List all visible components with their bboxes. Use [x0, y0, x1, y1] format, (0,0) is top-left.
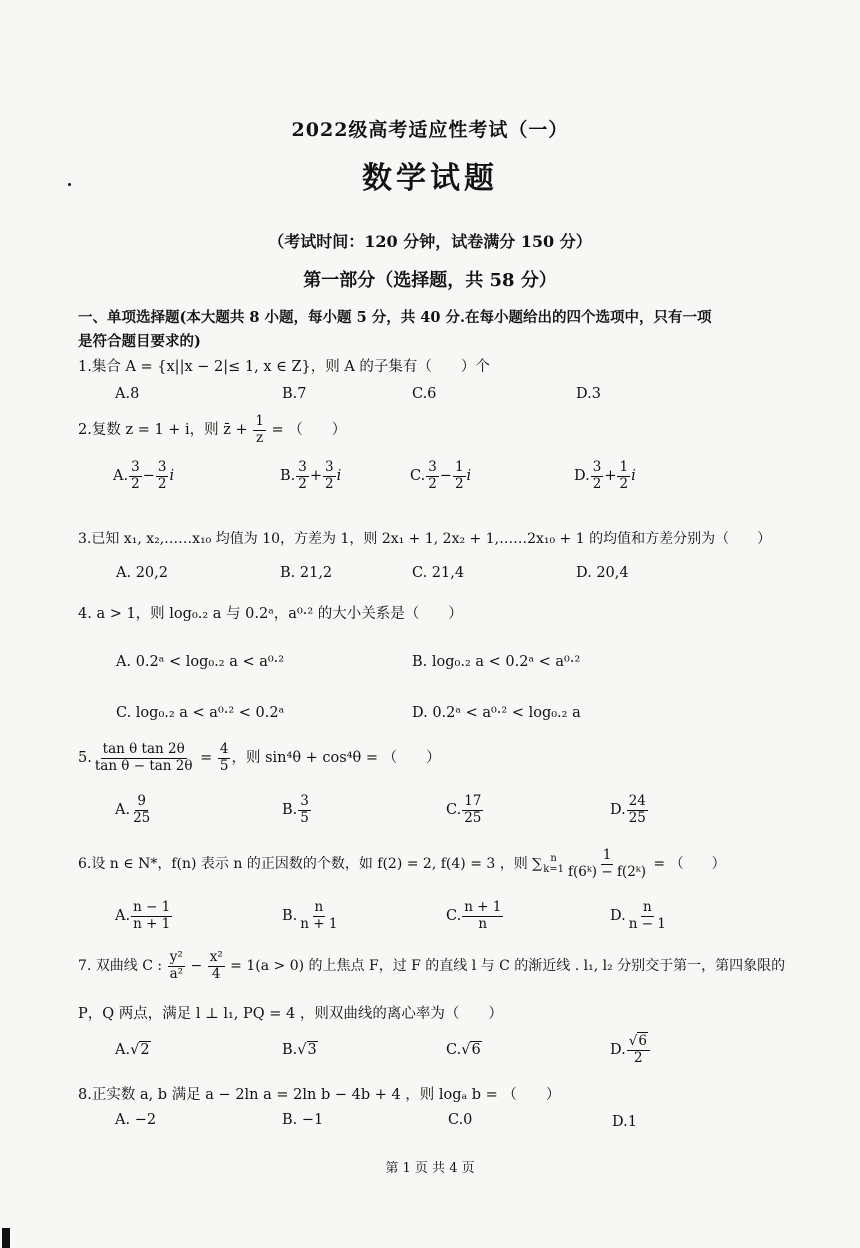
q6-fraction: $\frac{1}{\text{f(6ᵏ) − f(2ᵏ)}}$ — [568, 847, 646, 880]
q3-option-c: C. 21,4 — [412, 565, 465, 581]
exam-info: （考试时间：120 分钟，试卷满分 150 分） — [268, 232, 592, 251]
q5-lhs-fraction: $\frac{\text{tan θ tan 2θ}}{\text{tan θ − tan 2θ}}$ — [94, 741, 193, 774]
exam-title: 2022级高考适应性考试（一） — [291, 119, 569, 141]
q4-option-c: C. log₀.₂ a < a⁰·² < 0.2ᵃ — [116, 705, 285, 721]
q8-option-b: B. −1 — [282, 1112, 324, 1128]
question-7: 7. 双曲线 C : $\frac{\text{y²}}{\text{a²}}$ − $\frac{\text{x²}}{4}$ = 1(a > 0) 的上焦点 F，过 F 的直线 l 与 C 的渐近线 . l₁, l₂ 分别交于第一，第四象限的 — [78, 949, 786, 982]
section-heading-line1: 一、单项选择题(本大题共 8 小题，每小题 5 分，共 40 分.在每小题给出的四个选项中，只有一项 — [78, 309, 712, 326]
q3-option-b: B. 21,2 — [280, 565, 333, 581]
q8-option-c: C.0 — [448, 1112, 473, 1128]
q2-fraction: $\frac{1}{z}$ — [255, 413, 264, 446]
q5-option-b: B. $\frac{3}{5}$ — [282, 793, 309, 826]
q4-option-d: D. 0.2ᵃ < a⁰·² < log₀.₂ a — [412, 705, 581, 721]
q8-option-a: A. −2 — [115, 1112, 157, 1128]
q3-option-d: D. 20,4 — [576, 565, 629, 581]
q5-option-a: A. $\frac{9}{25}$ — [115, 793, 151, 826]
q2-option-b: B. $\frac{3}{2}$ + $\frac{3}{2}$ i — [280, 459, 342, 492]
q6-option-d: D. $\frac{n}{n - 1}$ — [610, 899, 666, 932]
q7-option-d: D. $\frac{√6}{2}$ — [610, 1034, 651, 1066]
section-heading-line2: 是符合题目要求的) — [78, 333, 201, 350]
question-7-line2: P，Q 两点，满足 l ⊥ l₁, PQ = 4 ，则双曲线的离心率为（ ） — [78, 1006, 503, 1022]
q1-option-a: A.8 — [115, 386, 140, 402]
q4-option-b: B. log₀.₂ a < 0.2ᵃ < a⁰·² — [412, 654, 581, 670]
q7-option-b: B.√3 — [282, 1042, 317, 1058]
q8-option-d: D.1 — [612, 1114, 637, 1130]
part-heading: 第一部分（选择题，共 58 分） — [303, 270, 557, 291]
question-4: 4. a > 1，则 log₀.₂ a 与 0.2ᵃ，a⁰·² 的大小关系是（ ） — [78, 606, 463, 622]
q6-option-a: A. $\frac{n - 1}{n + 1}$ — [115, 899, 171, 932]
scan-edge-mark — [2, 1228, 10, 1248]
page-footer: 第 1 页 共 4 页 — [385, 1161, 475, 1176]
q2-option-c: C. $\frac{3}{2}$ − $\frac{1}{2}$ i — [410, 459, 472, 492]
q1-option-b: B.7 — [282, 386, 307, 402]
scan-speck — [68, 183, 71, 186]
question-2: 2.复数 z = 1 + i，则 z̄ + $\frac{1}{z}$ = （ ） — [78, 413, 347, 446]
question-5: 5. $\frac{\text{tan θ tan 2θ}}{\text{tan θ − tan 2θ}}$ = $\frac{4}{5}$ ，则 sin⁴θ + cos⁴θ = （ ） — [78, 741, 441, 774]
q1-option-c: C.6 — [412, 386, 437, 402]
subject-title: 数学试题 — [362, 161, 498, 196]
question-1: 1.集合 A = {x||x − 2|≤ 1, x ∈ Z}，则 A 的子集有（ ）个 — [78, 359, 490, 375]
q2-option-d: D. $\frac{3}{2}$ + $\frac{1}{2}$ i — [574, 459, 636, 492]
question-6: 6.设 n ∈ N*，f(n) 表示 n 的正因数的个数，如 f(2) = 2, f(4) = 3 ，则 ∑ n k=1 $\frac{1}{\text{f(6ᵏ) − f(2ᵏ)}}$ = （ ） — [78, 847, 726, 880]
q1-option-d: D.3 — [576, 386, 601, 402]
q5-option-d: D. $\frac{24}{25}$ — [610, 793, 646, 826]
q3-option-a: A. 20,2 — [116, 565, 168, 581]
question-3: 3.已知 x₁, x₂,……x₁₀ 均值为 10，方差为 1，则 2x₁ + 1, 2x₂ + 1,……2x₁₀ + 1 的均值和方差分别为（ ） — [78, 531, 772, 547]
q2-option-a: A. $\frac{3}{2}$ − $\frac{3}{2}$ i — [113, 459, 175, 492]
q4-option-a: A. 0.2ᵃ < log₀.₂ a < a⁰·² — [116, 654, 285, 670]
q5-rhs-fraction: $\frac{4}{5}$ — [219, 741, 229, 774]
q7-option-c: C.√6 — [446, 1042, 481, 1058]
q5-option-c: C. $\frac{17}{25}$ — [446, 793, 482, 826]
question-8: 8.正实数 a, b 满足 a − 2ln a = 2ln b − 4b + 4 ，则 logₐ b = （ ） — [78, 1087, 561, 1103]
q6-option-c: C. $\frac{n + 1}{n}$ — [446, 899, 502, 932]
q6-option-b: B. $\frac{n}{n + 1}$ — [282, 899, 338, 932]
q7-option-a: A.√2 — [115, 1042, 150, 1058]
q6-sum-limits: n k=1 — [543, 852, 564, 876]
